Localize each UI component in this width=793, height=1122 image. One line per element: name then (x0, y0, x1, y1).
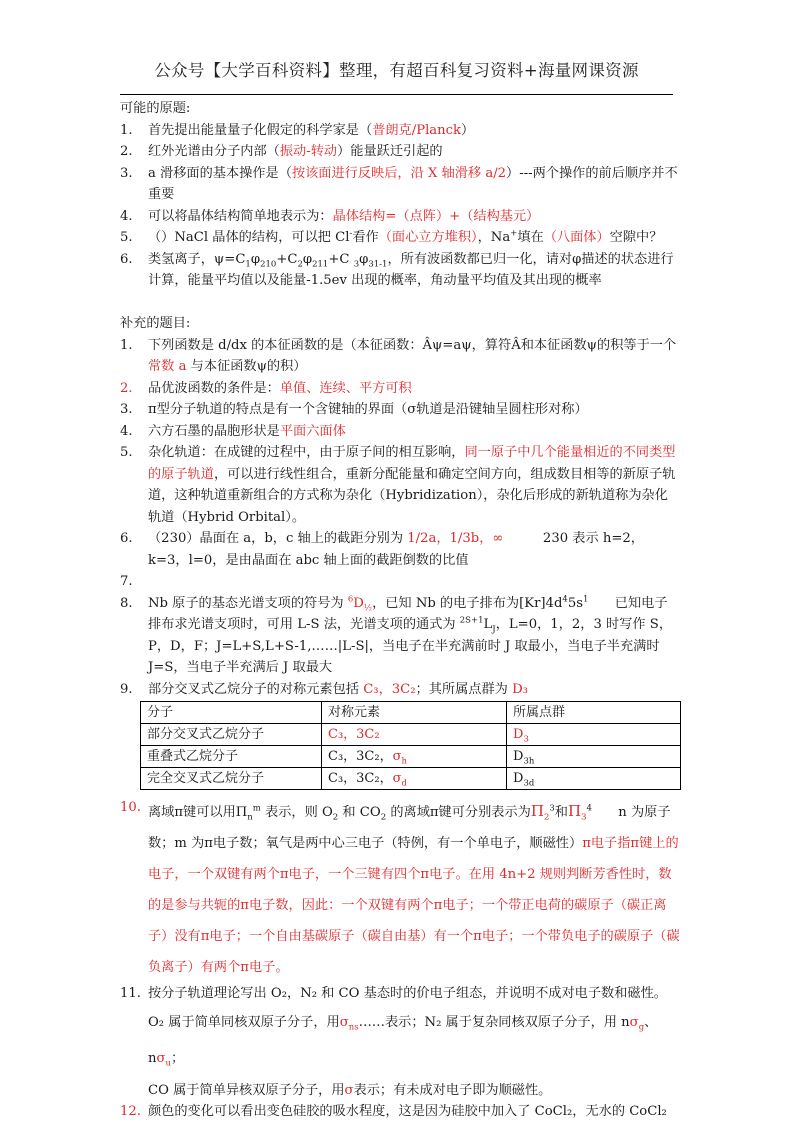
answer-text: D₃ (512, 681, 528, 697)
list-item: 2. 品优波函数的条件是：单值、连续、平方可积 (120, 380, 412, 396)
document-body (120, 98, 680, 1122)
list-item: 10. 离域π键可以用$\Pi_n^m$ 表示，则 $O_2$ 和 $CO_2$ 的离域π键可分别表示为$\Pi_2^3$和$\Pi_3^4$ n 为原子数；m 为π电子数；氧气是两中心三电子（特例，有一个单电子，顺磁性）π电子指π键上的电子，一个双键有两个π电子，一个三键有四个π电子。在用 4n+2 规则判断芳香性时，数的是参与共轭的π电子数，因此：一个双键有两个π电子；一个带正电荷的碳原子（碳正离子）没有π电子；一个自由基碳原子（碳自由基）有一个π电子；一个带负电子的碳原子（碳负离子）有两个π电子。 (120, 800, 680, 975)
list-item: 11. 按分子轨道理论写出 O₂，N₂ 和 CO 基态时的价电子组态，并说明不成对电子数和磁性。 O₂ 属于简单同核双原子分子，用$\sigma_{ns}\dots\dots$表示；N₂ 属于复杂同核双原子分子，用 $n\sigma_g$、$n\sigma_u$； CO 属于简单异核双原子分子，用σ表示；有未成对电子即为顺磁性。 (120, 986, 667, 1098)
list-item: 7. (120, 574, 133, 589)
table-row (141, 746, 681, 768)
list-item: 1. 下列函数是 d/dx 的本征函数的是（本征函数：Âψ=aψ，算符Â和本征函数ψ的积等于一个常数 a 与本征函数ψ的积） (120, 337, 677, 374)
table-cell: 完全交叉式乙烷分子 (141, 768, 322, 790)
answer-text: 同一原子中几个能量相近的不同类型的原子轨道 (148, 445, 676, 482)
table-row (141, 768, 681, 790)
answer-text: 平面六面体 (279, 423, 346, 439)
answer-text: 晶体结构=（点阵）+（结构基元） (332, 208, 540, 224)
list-item: 6. 类氢离子，$\psi=C_1\varphi_{210}+C_2\varphi_{211}+C$ $_3\varphi_{31-1}$，所有波函数都已归一化，请对φ描述的状态进行计算，能量平均值以及能量-1.5ev 出现的概率，角动量平均值及其出现的概率 (120, 251, 674, 288)
list-item: 8. Nb 原子的基态光谱支项的符号为 $^6D_{\frac{1}{2}}$，已知 Nb 的电子排布为$[Kr]4d^45s^1$ 已知电子排布求光谱支项时，可用 L-S 法，光谱支项的通式为 $^{2S+1}L_J$，L=0，1，2，3 时写作 S，P，D，F；J=L+S,L+S-1,……|L-S|，当电子在半充满前时 J 取最小，当电子半充满时 J=S，当电子半充满后 J 取最大 (120, 594, 673, 675)
list-item: 5. 杂化轨道：在成键的过程中，由于原子间的相互影响，同一原子中几个能量相近的不同类型的原子轨道，可以进行线性组合，重新分配能量和确定空间方向，组成数目相等的新原子轨道，这种轨道重新组合的方式称为杂化（Hybridization），杂化后形成的新轨道称为杂化轨道（Hybrid Orbital）。 (120, 445, 676, 525)
list-item: 12. 颜色的变化可以看出变色硅胶的吸水程度，这是因为硅胶中加入了 CoCl₂，无水的 CoCl₂ (120, 1103, 667, 1119)
answer-text: C₃，3C₂ (363, 681, 416, 697)
table-header: 所属点群 (507, 702, 681, 724)
table-header: 对称元素 (322, 702, 507, 724)
header-rule (120, 94, 673, 95)
table-cell: 重叠式乙烷分子 (141, 746, 322, 768)
answer-text: 普朗克/Planck (372, 122, 462, 138)
symmetry-table (140, 701, 681, 790)
table-cell: C₃，3C₂ (322, 724, 507, 746)
list-item: 2. 红外光谱由分子内部（振动-转动）能量跃迁引起的 (120, 144, 443, 159)
table-cell: 部分交叉式乙烷分子 (141, 724, 322, 746)
table-cell: $D_{3d}$ (507, 768, 681, 790)
answer-text: π电子指π键上的电子，一个双键有两个π电子，一个三键有四个π电子。在用 4n+2 规则判断芳香性时，数的是参与共轭的π电子数，因此：一个双键有两个π电子；一个带正电荷的碳原子（碳正离子）没有π电子；一个自由基碳原子（碳自由基）有一个π电子；一个带负电子的碳原子（碳负离子）有两个π电子。 (148, 836, 680, 975)
list-item: 9. 部分交叉式乙烷分子的对称元素包括 C₃，3C₂；其所属点群为 D₃ (120, 681, 528, 697)
answer-text: 1/2a，1/3b，∞ (407, 531, 504, 546)
answer-text: 按该面进行反映后，沿 X 轴滑移 a/2 (291, 165, 507, 181)
table-cell: $D_3$ (507, 724, 681, 746)
list-item: 4. 可以将晶体结构简单地表示为：晶体结构=（点阵）+（结构基元） (120, 208, 540, 224)
answer-text: （面心立方堆积） (378, 230, 478, 245)
term-symbol: $^6D_{\frac{1}{2}}$ (347, 594, 373, 614)
answer-text: （八面体） (543, 230, 610, 245)
table-header: 分子 (141, 702, 322, 724)
list-item: 5. （）NaCl 晶体的结构，可以把 Cl-看作（面心立方堆积），Na+填在（八面体）空隙中？ (120, 228, 663, 245)
answer-text: 常数 a (148, 359, 187, 374)
table-cell: C₃，3C₂，$\sigma_h$ (322, 746, 507, 768)
answer-text: 振动-转动 (279, 144, 338, 159)
table-cell: C₃，3C₂，$\sigma_d$ (322, 768, 507, 790)
list-item: 4. 六方石墨的晶胞形状是平面六面体 (120, 423, 346, 439)
answer-text: 单值、连续、平方可积 (279, 380, 412, 396)
spacer (120, 292, 680, 314)
page-header: 公众号【大学百科资料】整理，有超百科复习资料+海量网课资源 (154, 61, 639, 80)
list-item: 3. π型分子轨道的特点是有一个含键轴的界面（σ轨道是沿键轴呈圆柱形对称） (120, 402, 588, 417)
table-cell: $D_{3h}$ (507, 746, 681, 768)
section-title-original: 可能的原题: (120, 101, 191, 116)
table-header-row (141, 702, 681, 724)
table-row (141, 724, 681, 746)
list-item: 1. 首先提出能量量子化假定的科学家是（普朗克/Planck） (120, 122, 475, 138)
list-item: 6. （230）晶面在 a，b，c 轴上的截距分别为 1/2a，1/3b，∞ 230 表示 h=2，k=3，l=0，是由晶面在 abc 轴上面的截距倒数的比值 (120, 531, 644, 568)
section-title-supplementary: 补充的题目: (120, 316, 191, 331)
list-item: 3. a 滑移面的基本操作是（按该面进行反映后，沿 X 轴滑移 a/2）---两个操作的前后顺序并不重要 (120, 165, 678, 202)
